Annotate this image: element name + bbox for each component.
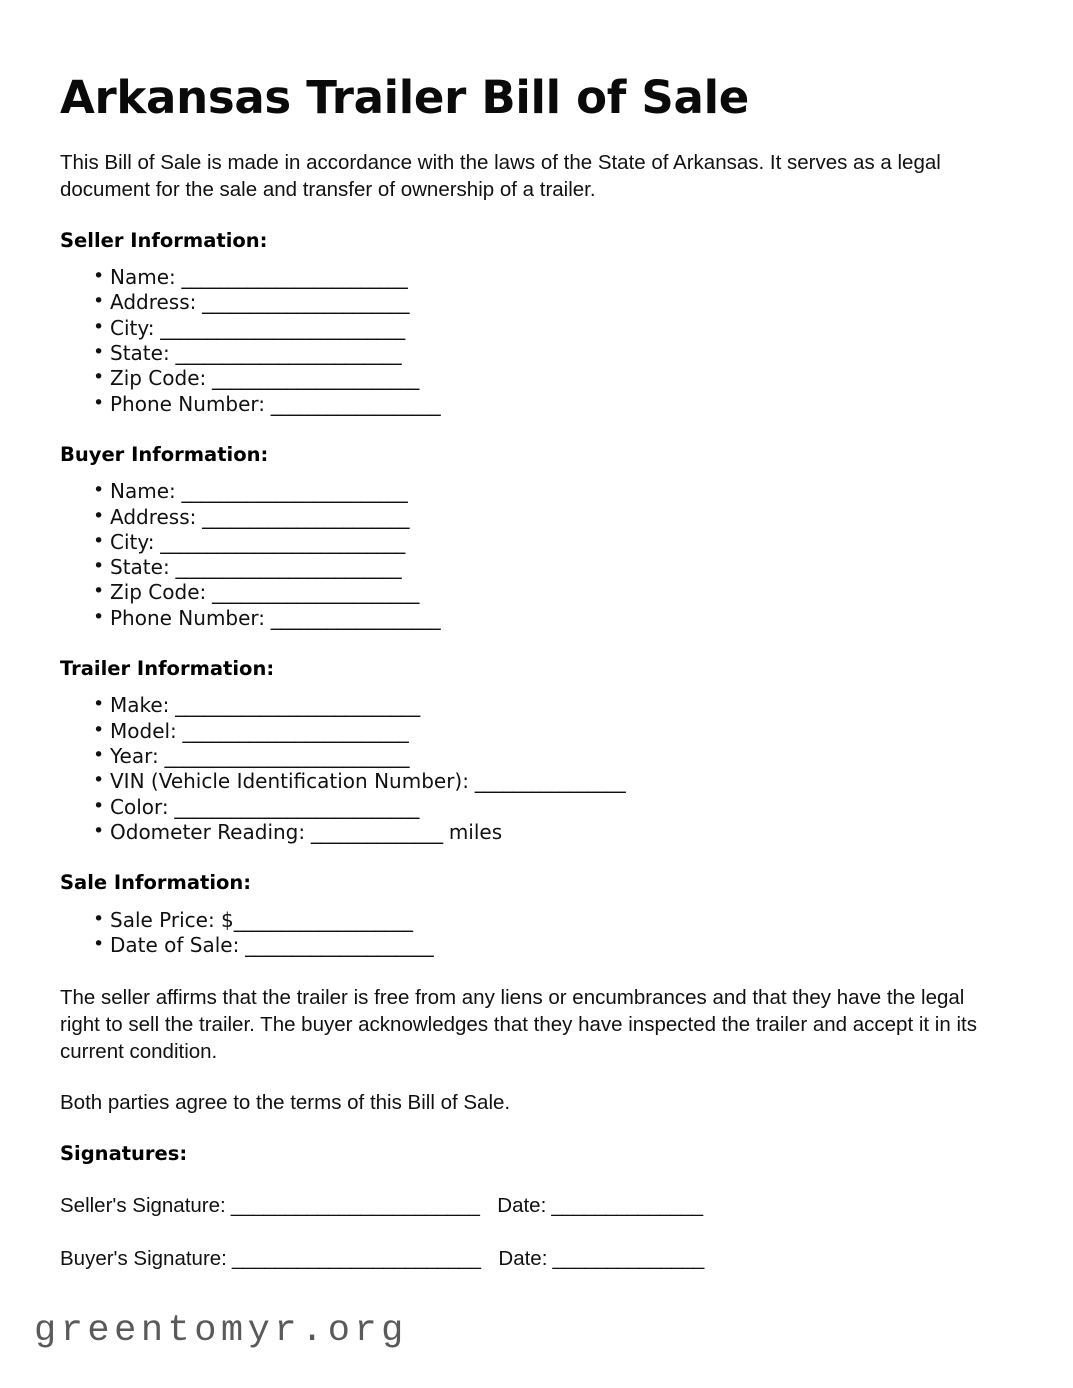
- list-item: [60, 769, 1013, 794]
- field-label: City:: [110, 315, 155, 340]
- seller-signature-label: Seller's Signature:: [60, 1193, 226, 1217]
- site-watermark: greentomyr.org: [34, 1310, 408, 1352]
- sale-field-list: [60, 908, 1013, 959]
- field-label: Phone Number:: [110, 391, 266, 416]
- field-label: Address:: [110, 504, 197, 529]
- field-label: Color:: [110, 794, 169, 819]
- field-fill-line[interactable]: ______________________: [196, 290, 409, 315]
- page-title: Arkansas Trailer Bill of Sale: [60, 71, 749, 124]
- field-fill-line[interactable]: __________________________: [169, 693, 420, 718]
- list-item: [60, 580, 1013, 605]
- field-label: Model:: [110, 718, 177, 743]
- list-item: [60, 719, 1013, 744]
- trailer-information-heading: Trailer Information:: [60, 657, 275, 681]
- buyer-date-fill-line[interactable]: ______________: [547, 1246, 704, 1270]
- list-item: [60, 908, 1013, 933]
- field-fill-line[interactable]: ______________: [305, 819, 443, 844]
- trailer-field-list: [60, 693, 1013, 845]
- field-label: Address:: [110, 290, 197, 315]
- field-label: City:: [110, 529, 155, 554]
- signatures-heading: Signatures:: [60, 1142, 188, 1166]
- buyer-signature-label: Buyer's Signature:: [60, 1246, 227, 1270]
- field-label: Name:: [110, 265, 176, 290]
- list-item: [60, 693, 1013, 718]
- field-fill-line[interactable]: ______________________: [196, 504, 409, 529]
- intro-paragraph: This Bill of Sale is made in accordance with the laws of the State of Arkansas. It serves as a legal document for the sale and transfer of ownership of a trailer.: [60, 150, 941, 201]
- list-item: [60, 479, 1013, 504]
- field-label: Date of Sale:: [110, 932, 240, 957]
- agreement-paragraph: Both parties agree to the terms of this Bill of Sale.: [60, 1091, 511, 1115]
- field-label: State:: [110, 340, 170, 365]
- buyer-date-label: Date:: [498, 1246, 548, 1270]
- buyer-field-list: [60, 479, 1013, 631]
- list-item: [60, 530, 1013, 555]
- list-item: [60, 341, 1013, 366]
- list-item: [60, 265, 1013, 290]
- list-item: [60, 933, 1013, 958]
- field-label: VIN (Vehicle Identification Number):: [110, 769, 469, 794]
- seller-signature-fill-line[interactable]: _______________________: [225, 1193, 480, 1217]
- field-fill-line[interactable]: __________________________: [158, 744, 409, 769]
- field-fill-line[interactable]: ____________________: [239, 932, 434, 957]
- seller-information-heading: Seller Information:: [60, 228, 268, 252]
- buyer-signature-fill-line[interactable]: _______________________: [226, 1246, 481, 1270]
- field-label: Year:: [110, 744, 159, 769]
- field-fill-line[interactable]: ______________________: [206, 366, 419, 391]
- seller-date-fill-line[interactable]: ______________: [546, 1193, 703, 1217]
- field-label: Phone Number:: [110, 605, 266, 630]
- field-fill-line[interactable]: __________________________: [154, 529, 405, 554]
- list-item: [60, 820, 1013, 845]
- field-label: Zip Code:: [110, 580, 207, 605]
- buyer-signature-row: [60, 1245, 1013, 1272]
- field-fill-line[interactable]: ________________________: [169, 340, 402, 365]
- list-item: [60, 366, 1013, 391]
- list-item: [60, 555, 1013, 580]
- field-fill-line[interactable]: ________________________: [175, 265, 408, 290]
- field-fill-line[interactable]: ________________: [468, 769, 626, 794]
- list-item: [60, 606, 1013, 631]
- field-label: Sale Price: $: [110, 907, 234, 932]
- seller-field-list: [60, 265, 1013, 417]
- field-suffix: miles: [442, 819, 503, 844]
- field-fill-line[interactable]: ________________________: [176, 718, 409, 743]
- list-item: [60, 505, 1013, 530]
- sale-information-heading: Sale Information:: [60, 871, 252, 895]
- affirmation-paragraph: The seller affirms that the trailer is free from any liens or encumbrances and that they have the legal right to sell the trailer. The buyer acknowledges that they have inspected the trailer and accept it in its current condition.: [60, 986, 977, 1064]
- list-item: [60, 316, 1013, 341]
- field-fill-line[interactable]: ________________________: [169, 555, 402, 580]
- field-label: State:: [110, 555, 170, 580]
- field-fill-line[interactable]: ________________________: [175, 479, 408, 504]
- field-label: Name:: [110, 479, 176, 504]
- seller-signature-row: [60, 1192, 1013, 1219]
- buyer-information-heading: Buyer Information:: [60, 442, 269, 466]
- field-fill-line[interactable]: __________________________: [168, 794, 419, 819]
- field-label: Make:: [110, 693, 170, 718]
- field-fill-line[interactable]: __________________: [265, 605, 441, 630]
- field-fill-line[interactable]: ___________________: [233, 907, 413, 932]
- field-fill-line[interactable]: __________________________: [154, 315, 405, 340]
- field-fill-line[interactable]: __________________: [265, 391, 441, 416]
- field-label: Odometer Reading:: [110, 819, 306, 844]
- list-item: [60, 744, 1013, 769]
- field-label: Zip Code:: [110, 366, 207, 391]
- list-item: [60, 392, 1013, 417]
- list-item: [60, 290, 1013, 315]
- list-item: [60, 795, 1013, 820]
- seller-date-label: Date:: [497, 1193, 547, 1217]
- field-fill-line[interactable]: ______________________: [206, 580, 419, 605]
